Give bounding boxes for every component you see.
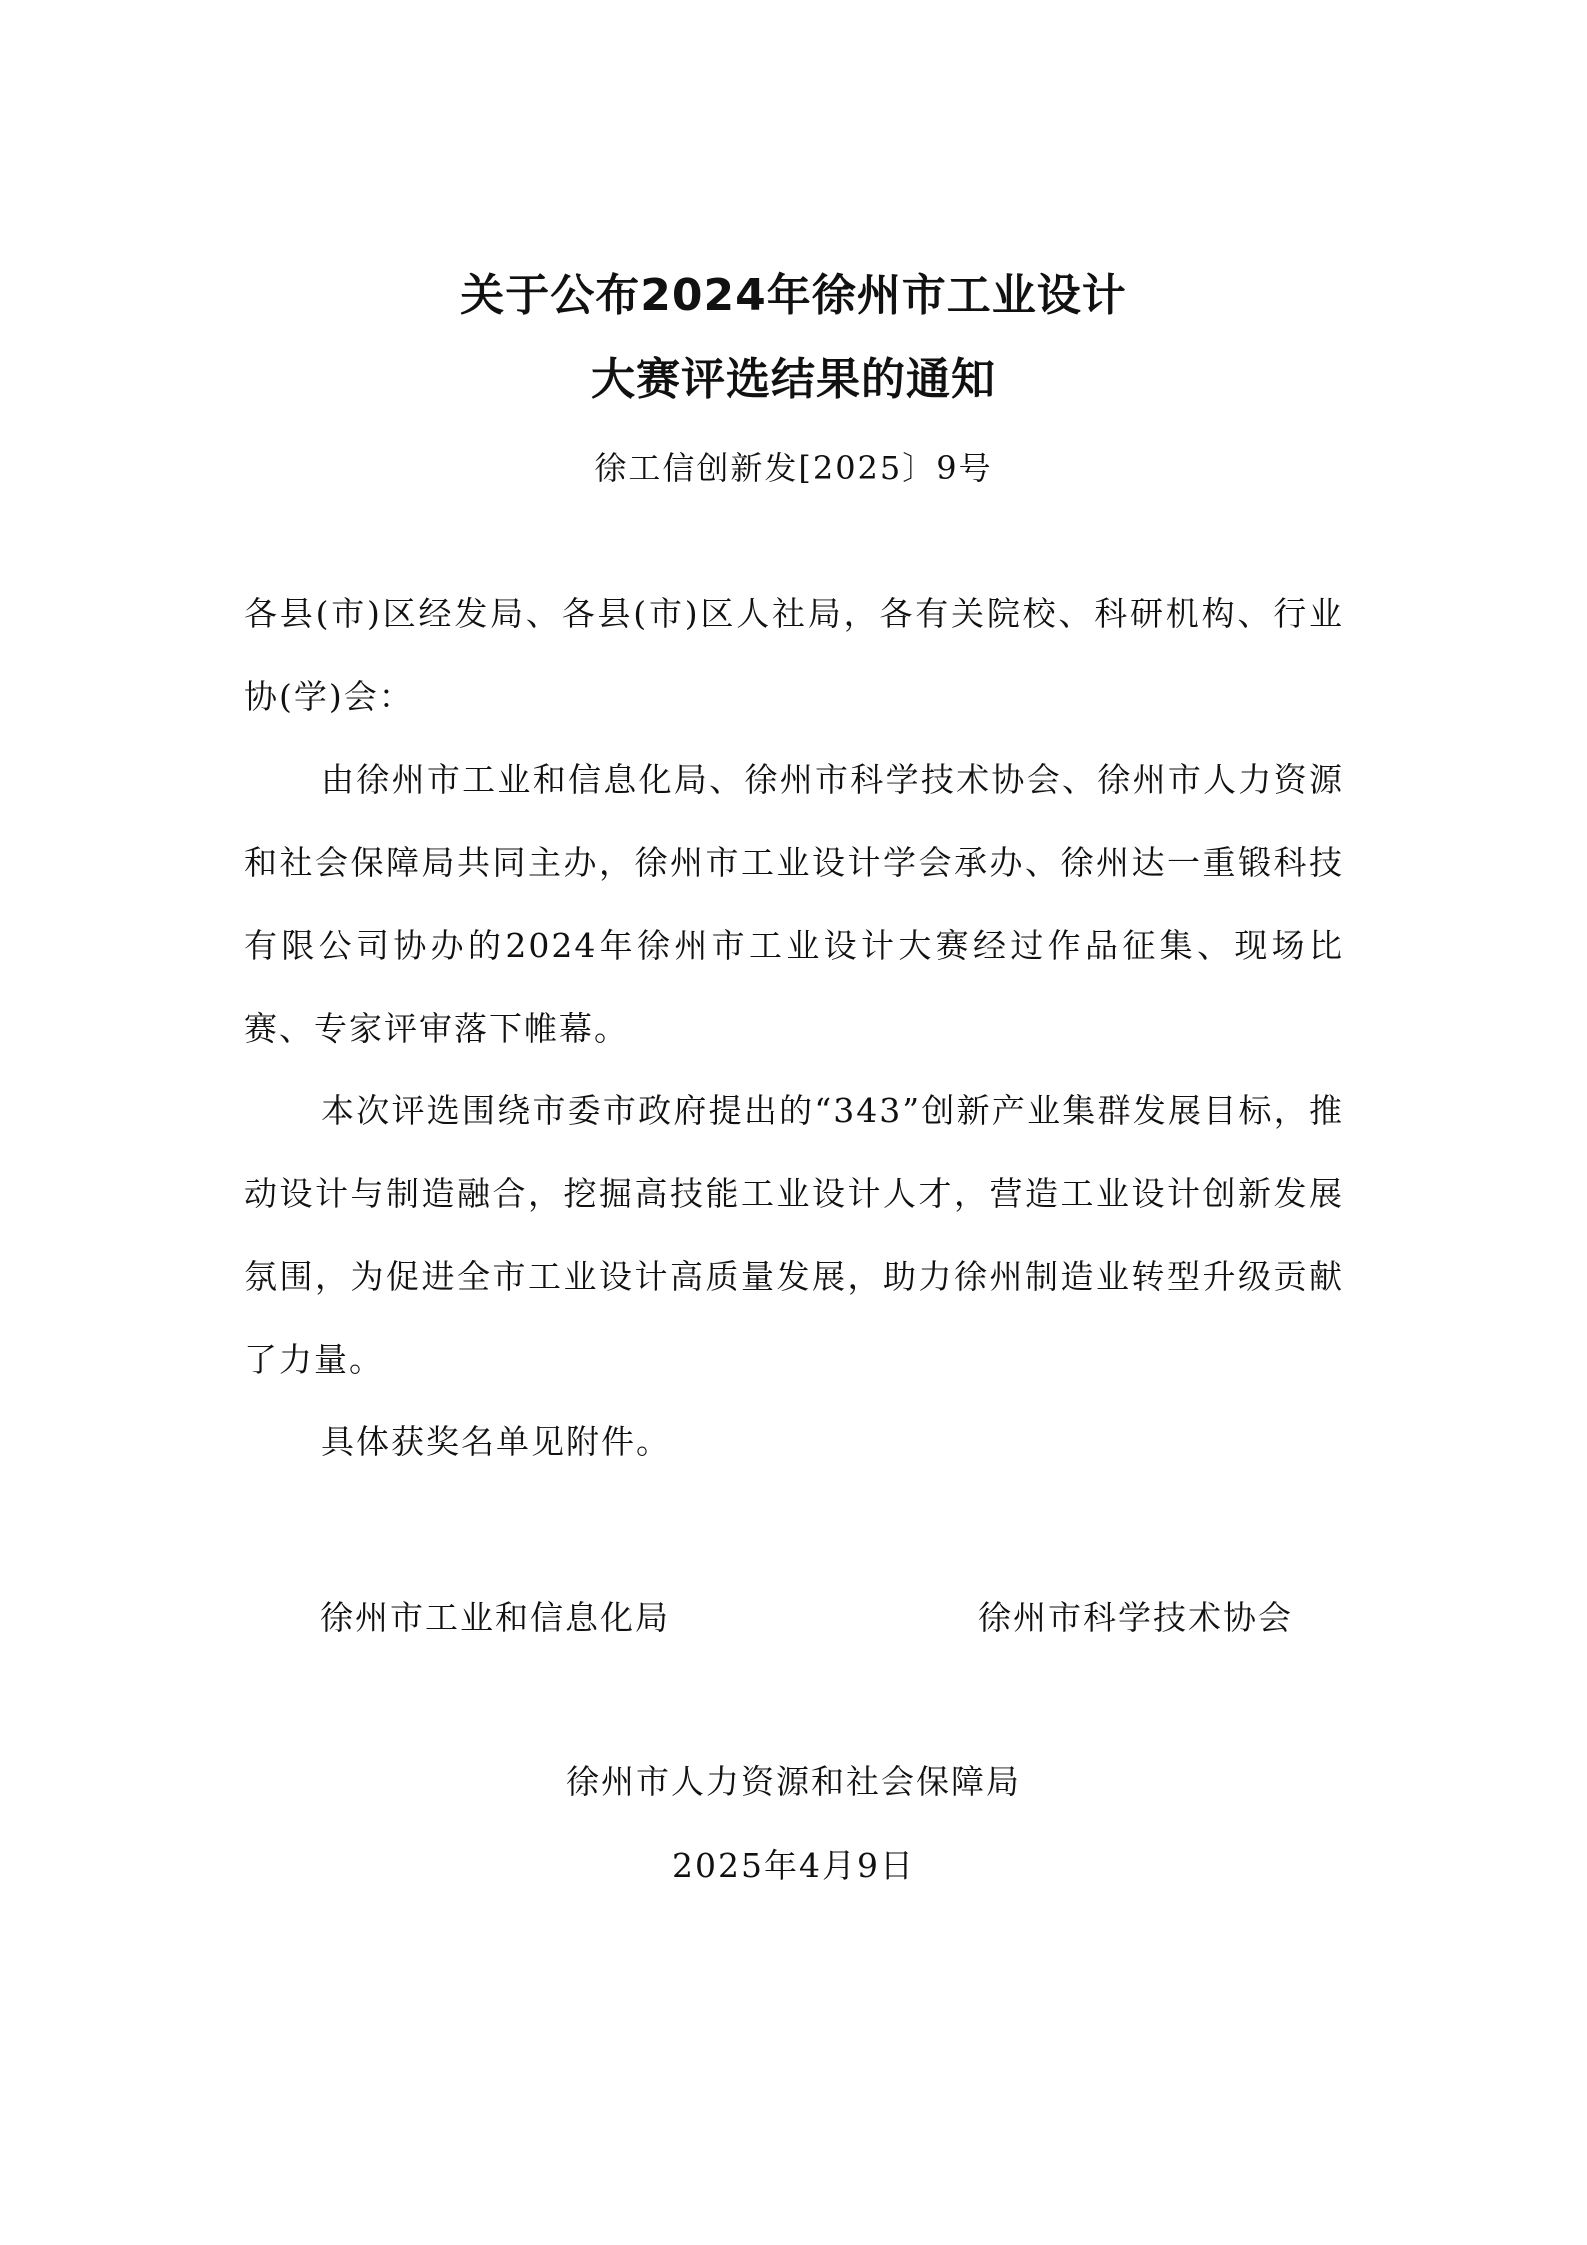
document-number: 徐工信创新发[2025〕9号 [594,449,993,487]
paragraph-2: 本次评选围绕市委市政府提出的“343”创新产业集群发展目标，推动设计与制造融合，挖掘高技能工业设计人才，营造工业设计创新发展氛围，为促进全市工业设计高质量发展，助力徐州制造业转型升级贡献了力量。 [244,1091,1344,1379]
paragraph-1: 由徐州市工业和信息化局、徐州市科学技术协会、徐州市人力资源和社会保障局共同主办，徐州市工业设计学会承办、徐州达一重锻科技有限公司协办的2024年徐州市工业设计大赛经过作品征集、现场比赛、专家评审落下帷幕。 [244,760,1344,1048]
document-title-line1: 关于公布2024年徐州市工业设计 [460,270,1127,321]
signature-science-association: 徐州市科学技术协会 [978,1598,1293,1637]
salutation: 各县(市)区经发局、各县(市)区人社局，各有关院校、科研机构、行业协(学)会： [244,594,1344,716]
signature-industry-bureau: 徐州市工业和信息化局 [320,1598,670,1637]
signature-hr-bureau: 徐州市人力资源和社会保障局 [566,1762,1021,1801]
document-date: 2025年4月9日 [672,1846,915,1885]
paragraph-3: 具体获奖名单见附件。 [321,1422,671,1461]
document-title-line2: 大赛评选结果的通知 [591,354,996,405]
